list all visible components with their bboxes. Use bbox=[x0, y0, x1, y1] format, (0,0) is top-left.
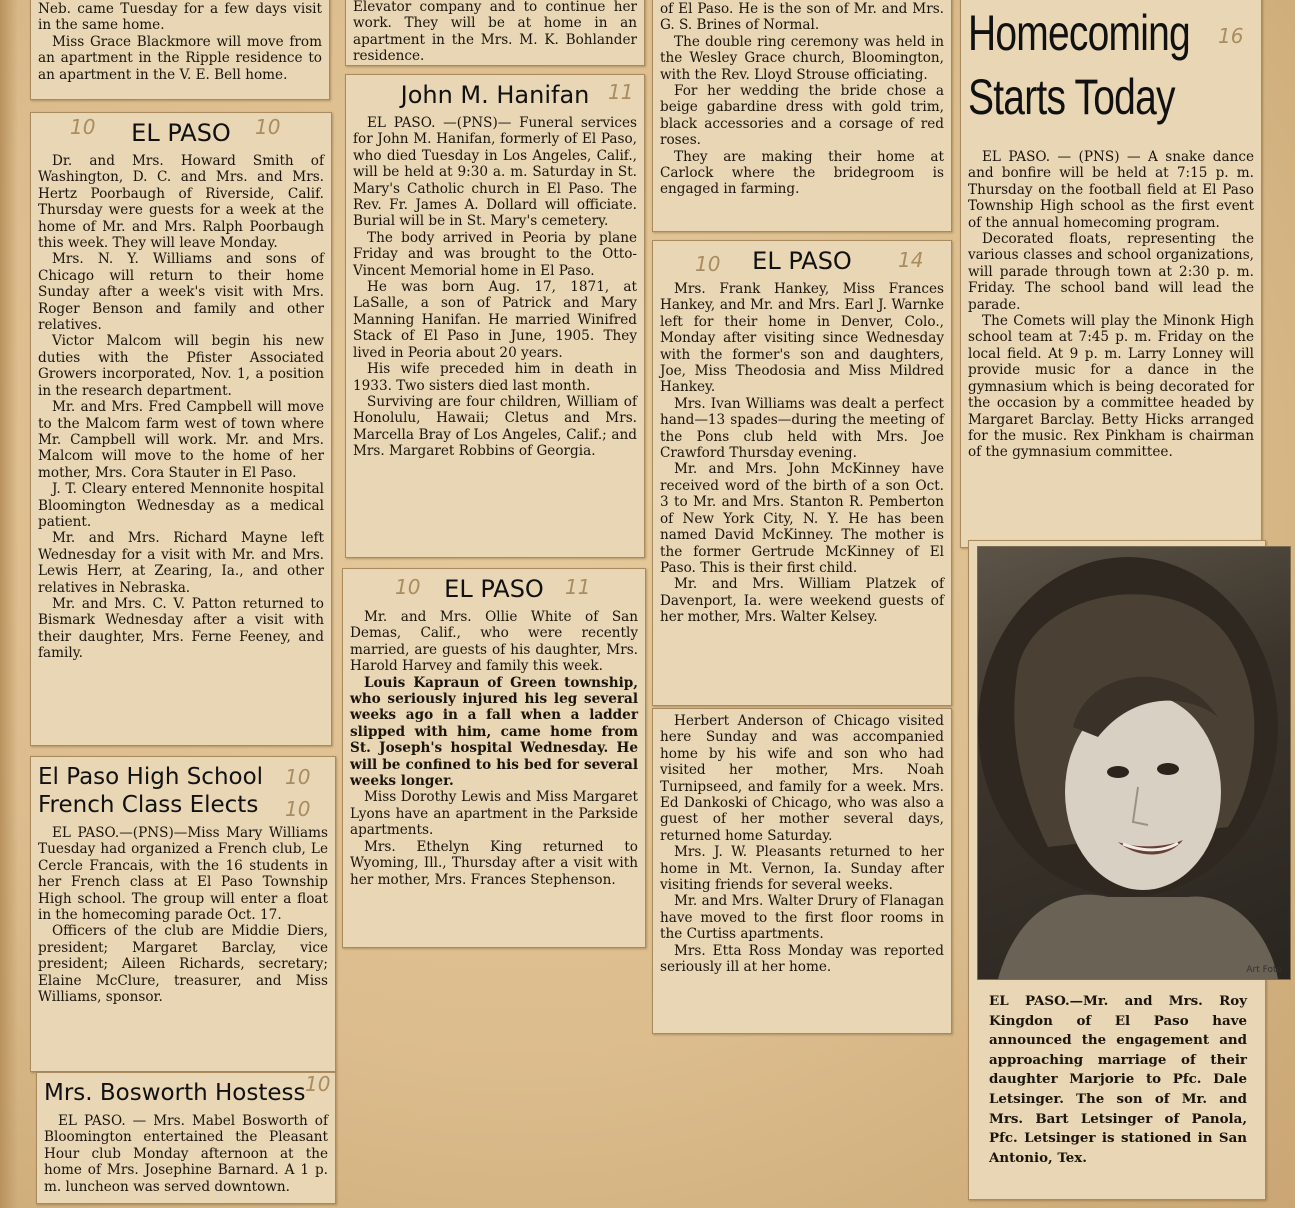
clipping-col1-top bbox=[30, 0, 330, 100]
headline bbox=[968, 1, 1254, 129]
paragraph: The double ring ceremony was held in the Wesley Grace church, Bloomington, with the Rev. Lloyd Strouse officiating. bbox=[660, 33, 944, 83]
paragraph: Miss Grace Blackmore will move from an apartment in the Ripple residence to an apartment in the V. E. Bell home. bbox=[38, 33, 322, 83]
paragraph: Mrs. Ethelyn King returned to Wyoming, Ill., Thursday after a visit with her mother, Mrs. Frances Stephenson. bbox=[350, 838, 638, 888]
clipping-el-paso-2 bbox=[342, 568, 646, 948]
pencil-note: 16 bbox=[1218, 24, 1244, 48]
paragraph: EL PASO. — Mrs. Mabel Bosworth of Bloomington entertained the Pleasant Hour club Monday afternoon at the home of Mrs. Josephine Barnard. A 1 p. m. luncheon was served downtown. bbox=[44, 1113, 328, 1195]
clipping-homecoming bbox=[960, 0, 1262, 548]
headline: EL PASO bbox=[131, 119, 231, 147]
paragraph: Mr. and Mrs. John McKinney have received word of the birth of a son Oct. 3 to Mr. and Mrs. Stanton R. Pemberton of New York City, N. Y. He has been named David McKinney. The mother is the former Gertrude McKinney of El Paso. This is their first child. bbox=[660, 461, 944, 576]
paragraph: Mr. and Mrs. Richard Mayne left Wednesday for a visit with Mr. and Mrs. Lewis Herr, at Zearing, Ia., and other relatives in Nebraska. bbox=[38, 530, 324, 596]
paragraph: Louis Kapraun of Green township, who seriously injured his leg several weeks ago in a fall when a ladder slipped with him, came home from St. Joseph's hospital Wednesday. He will be confined to his bed for several weeks longer. bbox=[350, 674, 638, 790]
paragraph: Mrs. J. W. Pleasants returned to her home in Mt. Vernon, Ia. Sunday after visiting friends for several weeks. bbox=[660, 844, 944, 894]
clipping-col2-top bbox=[345, 0, 645, 66]
pencil-note: 10 bbox=[695, 252, 721, 276]
paragraph: Dr. and Mrs. Howard Smith of Washington, D. C. and Mrs. and Mrs. Hertz Poorbaugh of Riverside, Calif. Thursday were guests for a week at the home of Mr. and Mrs. Ralph Poorbaugh this week. They will leave Monday. bbox=[38, 153, 324, 252]
headline: EL PASO bbox=[752, 247, 852, 275]
clipping-wedding bbox=[652, 0, 952, 232]
paragraph: Elevator company and to continue her work. They will be at home in an apartment in the Mrs. M. K. Bohlander residence. bbox=[353, 0, 637, 65]
paragraph: Mr. and Mrs. Fred Campbell will move to the Malcom farm west of town where Mr. Campbell will work. Mr. and Mrs. Malcom will move to the home of her mother, Mrs. Cora Stauter in El Paso. bbox=[38, 399, 324, 481]
pencil-note: 11 bbox=[565, 575, 591, 599]
paragraph: EL PASO. —(PNS)— Funeral services for John M. Hanifan, formerly of El Paso, who died Tuesday in Los Angeles, Calif., will be held at 9:30 a. m. Saturday in St. Mary's Catholic church in El Paso. The Rev. Fr. James A. Dollard will officiate. Burial will be in St. Mary's cemetery. bbox=[353, 115, 637, 230]
pencil-note: 10 bbox=[305, 1072, 331, 1096]
pencil-note: 10 bbox=[395, 575, 421, 599]
portrait-illustration bbox=[978, 547, 1290, 979]
pencil-note: 11 bbox=[608, 80, 634, 104]
headline-line: Starts Today bbox=[968, 69, 1175, 125]
clipping-el-paso-3 bbox=[652, 240, 952, 706]
pencil-note: 10 bbox=[70, 115, 96, 139]
paragraph: Mrs. N. Y. Williams and sons of Chicago will return to their home Sunday after a week's visit with Mrs. Roger Benson and family and other relatives. bbox=[38, 251, 324, 334]
paragraph: His wife preceded him in death in 1933. Two sisters died last month. bbox=[353, 361, 637, 394]
headline: EL PASO bbox=[444, 575, 544, 603]
engagement-caption bbox=[982, 988, 1254, 1176]
paragraph: of El Paso. He is the son of Mr. and Mrs. G. S. Brines of Normal. bbox=[660, 1, 944, 34]
paragraph: Surviving are four children, William of Honolulu, Hawaii; Cletus and Mrs. Marcella Bray of Los Angeles, Calif.; and Mrs. Margaret Robbins of Georgia. bbox=[353, 393, 637, 460]
paragraph: Officers of the club are Middie Diers, president; Margaret Barclay, vice president; Aileen Richards, secretary; Elaine McClure, treasurer, and Miss Williams, sponsor. bbox=[38, 923, 328, 1006]
paragraph: Mrs. Ivan Williams was dealt a perfect hand—13 spades—during the meeting of the Pons club held with Mrs. Joe Crawford Thursday evening. bbox=[660, 395, 944, 462]
paragraph: Victor Malcom will begin his new duties with the Pfister Associated Growers incorporated, Nov. 1, a position in the research department. bbox=[38, 333, 324, 399]
pencil-note: 10 bbox=[285, 797, 311, 821]
paragraph: EL PASO.—Mr. and Mrs. Roy Kingdon of El Paso have announced the engagement and approaching marriage of their daughter Marjorie to Pfc. Dale Letsinger. The son of Mr. and Mrs. Bart Letsinger of Panola, Pfc. Letsinger is stationed in San Antonio, Tex. bbox=[989, 993, 1247, 1166]
pencil-note: 10 bbox=[255, 115, 281, 139]
headline-line: Homecoming bbox=[968, 5, 1190, 61]
paragraph: Mrs. Etta Ross Monday was reported seriously ill at her home. bbox=[660, 942, 944, 976]
paragraph: Miss Dorothy Lewis and Miss Margaret Lyons have an apartment in the Parkside apartments. bbox=[350, 789, 638, 839]
paragraph: Decorated floats, representing the various classes and school organizations, will parade through town at 2:30 p. m. Friday. The school band will lead the parade. bbox=[968, 231, 1254, 313]
paragraph: Mr. and Mrs. C. V. Patton returned to Bismark Wednesday after a visit with their daughter, Mrs. Ferne Feeney, and family. bbox=[38, 595, 324, 662]
clipping-el-paso-1 bbox=[30, 112, 332, 746]
headline: El Paso High School French Class Elects bbox=[38, 764, 264, 818]
paragraph: For her wedding the bride chose a beige gabardine dress with gold trim, black accessories and a corsage of red roses. bbox=[660, 83, 944, 149]
paragraph: Mrs. Frank Hankey, Miss Frances Hankey, and Mr. and Mrs. Earl J. Warnke left for their home in Denver, Colo., Monday after visiting since Wednesday with the former's son and daughters, Joe, Miss Theodosia and Miss Mildred Hankey. bbox=[660, 281, 944, 396]
pencil-note: 14 bbox=[898, 248, 924, 272]
paragraph: J. T. Cleary entered Mennonite hospital Bloomington Wednesday as a medical patient. bbox=[38, 481, 324, 530]
photo-credit: Art Foto bbox=[1246, 965, 1282, 975]
pencil-note: 10 bbox=[285, 765, 311, 789]
clipping-bosworth bbox=[36, 1072, 336, 1204]
paragraph: He was born Aug. 17, 1871, at LaSalle, a son of Patrick and Mary Manning Hanifan. He married Winifred Stack of El Paso in June, 1905. They lived in Peoria about 20 years. bbox=[353, 279, 637, 361]
paragraph: The body arrived in Peoria by plane Friday and was brought to the Otto-Vincent Memorial home in El Paso. bbox=[353, 229, 637, 279]
headline: Mrs. Bosworth Hostess bbox=[44, 1080, 306, 1106]
paragraph: Herbert Anderson of Chicago visited here Sunday and was accompanied home by his wife and son who had visited her mother, Mrs. Noah Turnipseed, and family for a week. Mrs. Ed Dankoski of Chicago, who was also a guest of her mother several days, returned home Saturday. bbox=[660, 713, 944, 844]
paragraph: EL PASO.—(PNS)—Miss Mary Williams Tuesday had organized a French club, Le Cercle Francais, with the 16 students in her French class at El Paso Township High school. The group will enter a float in the homecoming parade Oct. 17. bbox=[38, 825, 328, 924]
paragraph: They are making their home at Carlock where the bridegroom is engaged in farming. bbox=[660, 148, 944, 198]
portrait-photo bbox=[977, 546, 1291, 980]
paragraph: The Comets will play the Minonk High school team at 7:45 p. m. Friday on the local field. At 9 p. m. Larry Lonney will provide music for a dance in the gymnasium which is being decorated for the occasion by a committee headed by Margaret Barclay. Betty Hicks arranged for the music. Rex Pinkham is chairman of the gymnasium committee. bbox=[968, 313, 1254, 461]
paragraph: EL PASO. — (PNS) — A snake dance and bonfire will be held at 7:15 p. m. Thursday on the football field at El Paso Township High school as the first event of the annual homecoming program. bbox=[968, 149, 1254, 231]
paragraph: Mr. and Mrs. Ollie White of San Demas, Calif., who were recently married, are guests of his daughter, Mrs. Harold Harvey and family this week. bbox=[350, 609, 638, 675]
clipping-hanifan-obituary bbox=[345, 74, 645, 558]
paragraph: Mr. and Mrs. William Platzek of Davenport, Ia. were weekend guests of her mother, Mrs. Walter Kelsey. bbox=[660, 576, 944, 626]
headline: John M. Hanifan bbox=[400, 81, 590, 109]
clipping-anderson bbox=[652, 708, 952, 1034]
paragraph: Neb. came Tuesday for a few days visit in the same home. bbox=[38, 1, 322, 34]
paragraph: Mr. and Mrs. Walter Drury of Flanagan have moved to the first floor rooms in the Curtiss apartments. bbox=[660, 893, 944, 943]
